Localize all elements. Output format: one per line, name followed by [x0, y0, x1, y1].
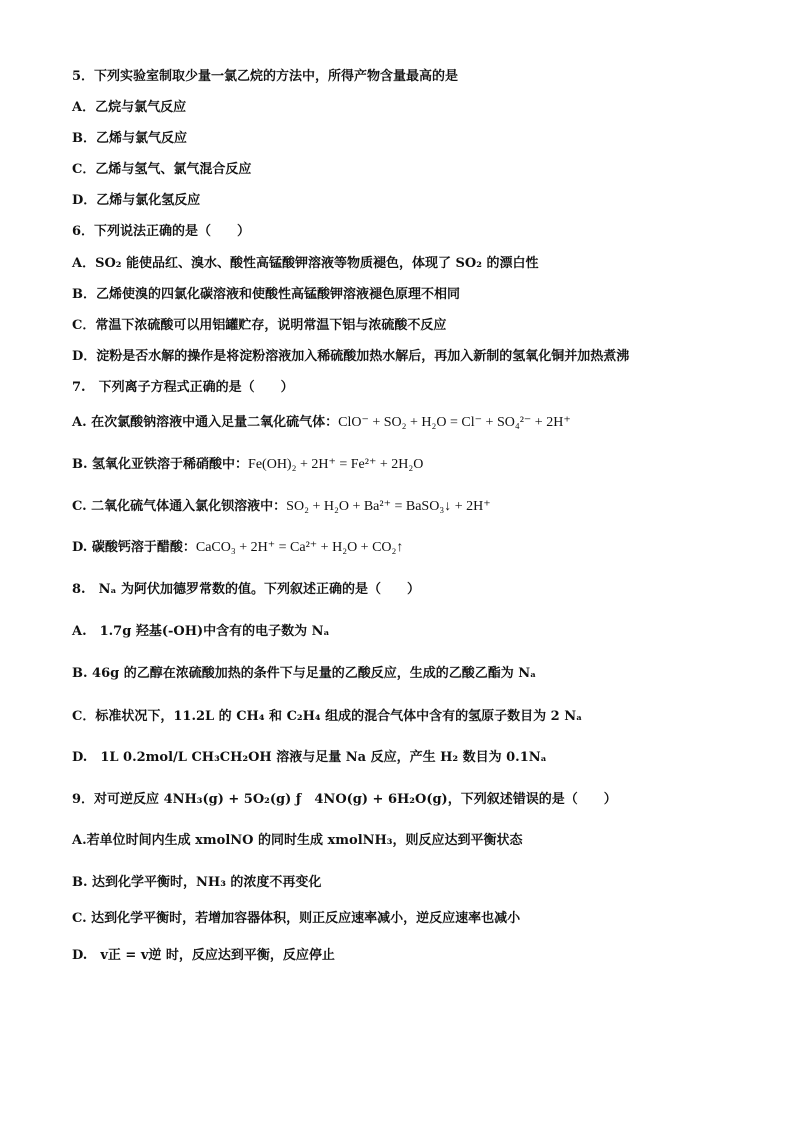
- q6-option-c: C．常温下浓硫酸可以用铝罐贮存，说明常温下铝与浓硫酸不反应: [72, 318, 447, 333]
- q7-option-b-text: B. 氢氧化亚铁溶于稀硝酸中：: [72, 457, 249, 472]
- q6-option-a: A．SO₂ 能使品红、溴水、酸性高锰酸钾溶液等物质褪色，体现了 SO₂ 的漂白性: [72, 256, 539, 271]
- q7-option-d: [72, 539, 403, 557]
- q7-stem: 7. 下列离子方程式正确的是（ ）: [72, 380, 294, 395]
- q8-option-b: B. 46g 的乙醇在浓硫酸加热的条件下与足量的乙酸反应，生成的乙酸乙酯为 Nₐ: [72, 666, 537, 681]
- q7-option-b-formula: Fe(OH)₂ + 2H⁺ = Fe²⁺ + 2H₂O: [248, 457, 424, 472]
- q8-option-a: A. 1.7g 羟基(-OH)中含有的电子数为 Nₐ: [72, 624, 330, 639]
- q8-stem: 8. Nₐ 为阿伏加德罗常数的值。下列叙述正确的是（ ）: [72, 582, 421, 597]
- q7-option-c-text: C. 二氧化硫气体通入氯化钡溶液中：: [72, 499, 287, 514]
- q6-stem: 6．下列说法正确的是（ ）: [72, 224, 251, 239]
- q5-option-d: D．乙烯与氯化氢反应: [72, 193, 201, 208]
- q5-stem: 5．下列实验室制取少量一氯乙烷的方法中，所得产物含量最高的是: [72, 69, 459, 84]
- q7-option-c: [72, 498, 491, 516]
- q5-option-b: B．乙烯与氯气反应: [72, 131, 187, 146]
- q5-option-a: A．乙烷与氯气反应: [72, 100, 187, 115]
- q9-stem: 9．对可逆反应 4NH₃(g) + 5O₂(g) ƒ 4NO(g) + 6H₂O(g)，下列叙述错误的是（ ）: [72, 792, 617, 807]
- q6-option-d: D．淀粉是否水解的操作是将淀粉溶液加入稀硫酸加热水解后，再加入新制的氢氧化铜并加热煮沸: [72, 349, 630, 364]
- q9-option-b: B. 达到化学平衡时，NH₃ 的浓度不再变化: [72, 875, 322, 890]
- q9-option-a: A.若单位时间内生成 xmolNO 的同时生成 xmolNH₃，则反应达到平衡状态: [72, 833, 523, 848]
- q6-option-b: B．乙烯使溴的四氯化碳溶液和使酸性高锰酸钾溶液褪色原理不相同: [72, 287, 460, 302]
- q7-option-c-formula: SO₂ + H₂O + Ba²⁺ = BaSO₃↓ + 2H⁺: [286, 499, 491, 514]
- q7-option-a-formula: ClO⁻ + SO₂ + H₂O = Cl⁻ + SO₄²⁻ + 2H⁺: [338, 415, 571, 430]
- q9-option-d: D. v正 = v逆 时，反应达到平衡，反应停止: [72, 948, 335, 963]
- q7-option-a: [72, 414, 571, 432]
- q8-option-c: C．标准状况下，11.2L 的 CH₄ 和 C₂H₄ 组成的混合气体中含有的氢原子数目为 2 Nₐ: [72, 709, 583, 724]
- q5-option-c: C．乙烯与氢气、氯气混合反应: [72, 162, 252, 177]
- q7-option-d-formula: CaCO₃ + 2H⁺ = Ca²⁺ + H₂O + CO₂↑: [195, 540, 404, 555]
- q7-option-b: [72, 456, 423, 474]
- q7-option-a-text: A. 在次氯酸钠溶液中通入足量二氧化硫气体：: [72, 415, 339, 430]
- q7-option-d-text: D. 碳酸钙溶于醋酸：: [72, 540, 196, 555]
- q9-option-c: C. 达到化学平衡时，若增加容器体积，则正反应速率减小，逆反应速率也减小: [72, 911, 521, 926]
- q8-option-d: D. 1L 0.2mol/L CH₃CH₂OH 溶液与足量 Na 反应，产生 H₂ 数目为 0.1Nₐ: [72, 750, 547, 765]
